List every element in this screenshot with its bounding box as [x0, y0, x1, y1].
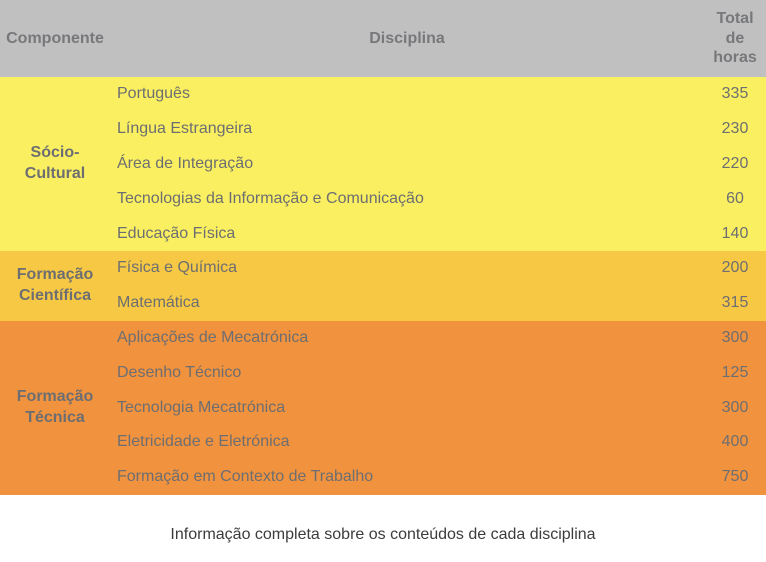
header-componente [0, 0, 110, 77]
section-rows [110, 321, 766, 495]
table-row [110, 181, 766, 216]
component-cell [0, 321, 110, 495]
discipline-hours: 750 [721, 468, 749, 486]
table-row [110, 77, 766, 112]
discipline-name: Tecnologia Mecatrónica [117, 398, 286, 416]
table-row [110, 286, 766, 321]
discipline-name: Português [117, 85, 190, 103]
component-label: Formação Técnica [16, 387, 94, 426]
discipline-hours: 400 [721, 433, 749, 451]
table-row [110, 390, 766, 425]
discipline-name: Área de Integração [117, 154, 254, 172]
header-componente-label: Componente [6, 29, 104, 47]
table-row [110, 147, 766, 182]
discipline-name: Formação em Contexto de Trabalho [117, 468, 374, 486]
discipline-name: Aplicações de Mecatrónica [117, 328, 309, 346]
discipline-hours: 125 [721, 363, 749, 381]
discipline-hours: 200 [721, 259, 749, 277]
section-rows [110, 77, 766, 251]
discipline-name: Tecnologias da Informação e Comunicação [117, 189, 424, 207]
table-row [110, 425, 766, 460]
table-row [110, 355, 766, 390]
table-row [110, 112, 766, 147]
header-disciplina [110, 0, 704, 77]
discipline-hours: 140 [721, 224, 749, 242]
table-header-row [0, 0, 766, 77]
discipline-hours: 60 [726, 189, 744, 207]
discipline-name: Física e Química [117, 259, 238, 277]
section-rows [110, 251, 766, 321]
discipline-name: Matemática [117, 294, 200, 312]
component-cell [0, 251, 110, 321]
discipline-hours: 315 [721, 294, 749, 312]
table-row [110, 251, 766, 286]
table-section [0, 321, 766, 495]
header-disciplina-label: Disciplina [369, 29, 445, 47]
discipline-name: Língua Estrangeira [117, 120, 253, 138]
discipline-name: Desenho Técnico [117, 363, 242, 381]
header-total-horas [704, 0, 766, 77]
discipline-hours: 300 [721, 328, 749, 346]
table-section [0, 251, 766, 321]
discipline-name: Eletricidade e Eletrónica [117, 433, 290, 451]
table-row [110, 460, 766, 495]
discipline-hours: 300 [721, 398, 749, 416]
discipline-name: Educação Física [117, 224, 236, 242]
component-cell [0, 77, 110, 251]
component-label: Sócio-Cultural [24, 144, 86, 182]
table-section [0, 77, 766, 251]
discipline-hours: 335 [721, 85, 749, 103]
table-caption: Informação completa sobre os conteúdos de cada disciplina [170, 525, 596, 543]
table-row [110, 321, 766, 356]
table-body [0, 77, 766, 495]
discipline-hours: 230 [721, 120, 749, 138]
component-label: Formação Científica [16, 265, 94, 304]
header-total-horas-label: Total de horas [713, 10, 757, 67]
discipline-hours: 220 [721, 154, 749, 172]
table-row [110, 216, 766, 251]
